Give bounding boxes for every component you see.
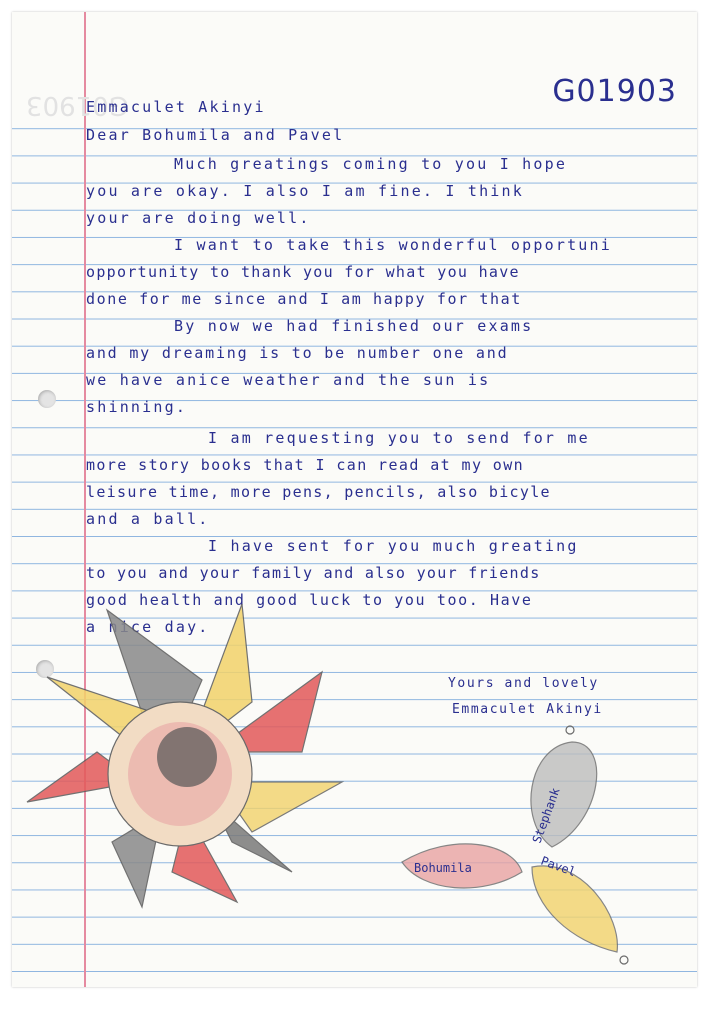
letter-line: Much greatings coming to you I hope: [174, 155, 568, 173]
letter-line: good health and good luck to you too. Have: [86, 591, 533, 609]
letter-line: opportunity to thank you for what you have: [86, 263, 520, 281]
letter-page: [12, 12, 697, 987]
butterfly-drawing: [402, 726, 628, 964]
letter-line: I want to take this wonderful opportuni: [174, 236, 612, 254]
letter-line: shinning.: [86, 398, 188, 416]
letter-line: leisure time, more pens, pencils, also bicyle: [86, 483, 551, 501]
crayon-drawing: [12, 12, 697, 987]
letter-line: your are doing well.: [86, 209, 311, 227]
butterfly-antenna-tip: [566, 726, 574, 734]
butterfly-label: Bohumila: [414, 861, 472, 875]
letter-line: and my dreaming is to be number one and: [86, 344, 509, 362]
letter-line: more story books that I can read at my own: [86, 456, 525, 474]
salutation: Dear Bohumila and Pavel: [86, 126, 345, 144]
butterfly-wing-right: [532, 866, 617, 952]
reference-number: G01903: [552, 74, 677, 109]
signature: Emmaculet Akinyi: [452, 702, 603, 717]
letter-line: you are okay. I also I am fine. I think: [86, 182, 524, 200]
letter-line: we have anice weather and the sun is: [86, 371, 491, 389]
letter-line: By now we had finished our exams: [174, 317, 534, 335]
butterfly-label: Pavel: [538, 853, 578, 880]
letter-line: I have sent for you much greating: [208, 537, 579, 555]
butterfly-antenna-tip: [620, 956, 628, 964]
flower-center-core: [157, 727, 217, 787]
butterfly-label: Stephank: [529, 785, 563, 846]
flower-drawing: [27, 604, 342, 907]
closing: Yours and lovely: [448, 676, 599, 691]
letter-line: I am requesting you to send for me: [208, 429, 590, 447]
letter-line: to you and your family and also your friends: [86, 564, 541, 582]
name-line: Emmaculet Akinyi: [86, 98, 266, 116]
letter-line: done for me since and I am happy for that: [86, 290, 522, 308]
letter-line: a nice day.: [86, 618, 210, 636]
letter-line: and a ball.: [86, 510, 210, 528]
ghost-mark: G01903: [26, 90, 129, 120]
